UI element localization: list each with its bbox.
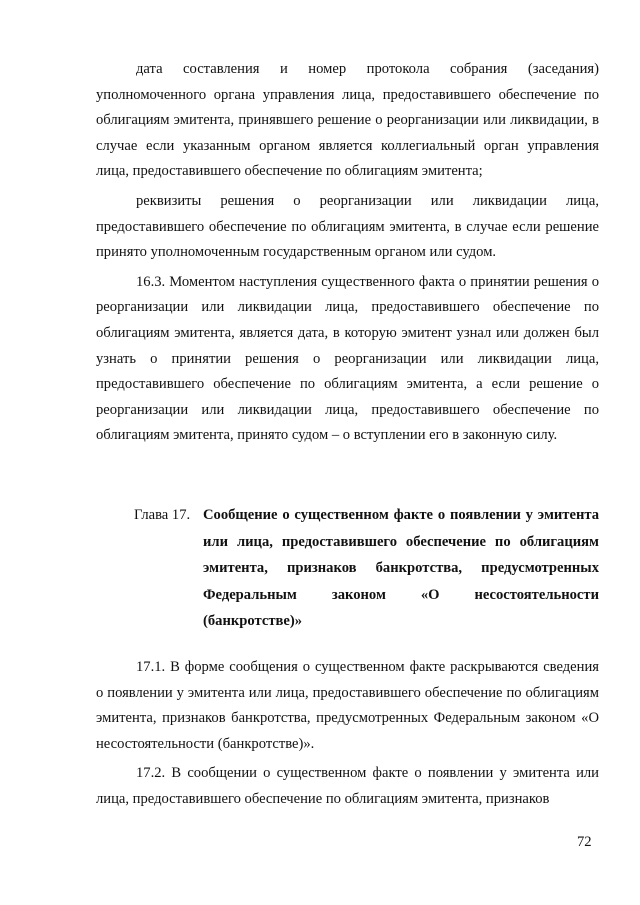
page-number: 72 [577,834,592,850]
chapter-title: Сообщение о существенном факте о появлении у эмитента или лица, предоставившего обеспечение по облигациям эмитента, признаков банкротства, предусмотренных Федеральным законом «О несостоятельности (банкротстве)» [203,507,599,629]
paragraph-decision-details: реквизиты решения о реорганизации или ликвидации лица, предоставившего обеспечение по облигациям эмитента, в случае если решение принято уполномоченным государственным органом или судом. [96,192,599,261]
paragraph-protocol-date: дата составления и номер протокола собрания (заседания) уполномоченного органа управления лица, предоставившего обеспечение по облигациям эмитента, принявшего решение о реорганизации или ликвидации, в случае если указанным органом является коллегиальный орган управления лица, предоставившего обеспечение по облигациям эмитента; [96,61,599,180]
body-text-bottom [96,655,599,813]
paragraph-17-1: 17.1. В форме сообщения о существенном факте раскрываются сведения о появлении у эмитента или лица, предоставившего обеспечение по облигациям эмитента, признаков банкротства, предусмотренных Федеральным законом «О несостоятельности (банкротстве)». [96,659,599,752]
paragraph-17-2: 17.2. В сообщении о существенном факте о появлении у эмитента или лица, предоставившего обеспечение по облигациям эмитента, признаков [96,765,599,807]
chapter-number: Глава 17. [134,507,191,523]
paragraph-16-3: 16.3. Моментом наступления существенного факта о принятии решения о реорганизации или ликвидации лица, предоставившего обеспечение по облигациям эмитента, является дата, в которую эмитент узнал или должен был узнать о принятии решения о реорганизации или ликвидации лица, предоставившего обеспечение по облигациям эмитента, а если решение о реорганизации или ликвидации лица, предоставившего обеспечение по облигациям эмитента, принято судом – о вступлении его в законную силу. [96,273,599,444]
body-text-top [96,57,599,449]
